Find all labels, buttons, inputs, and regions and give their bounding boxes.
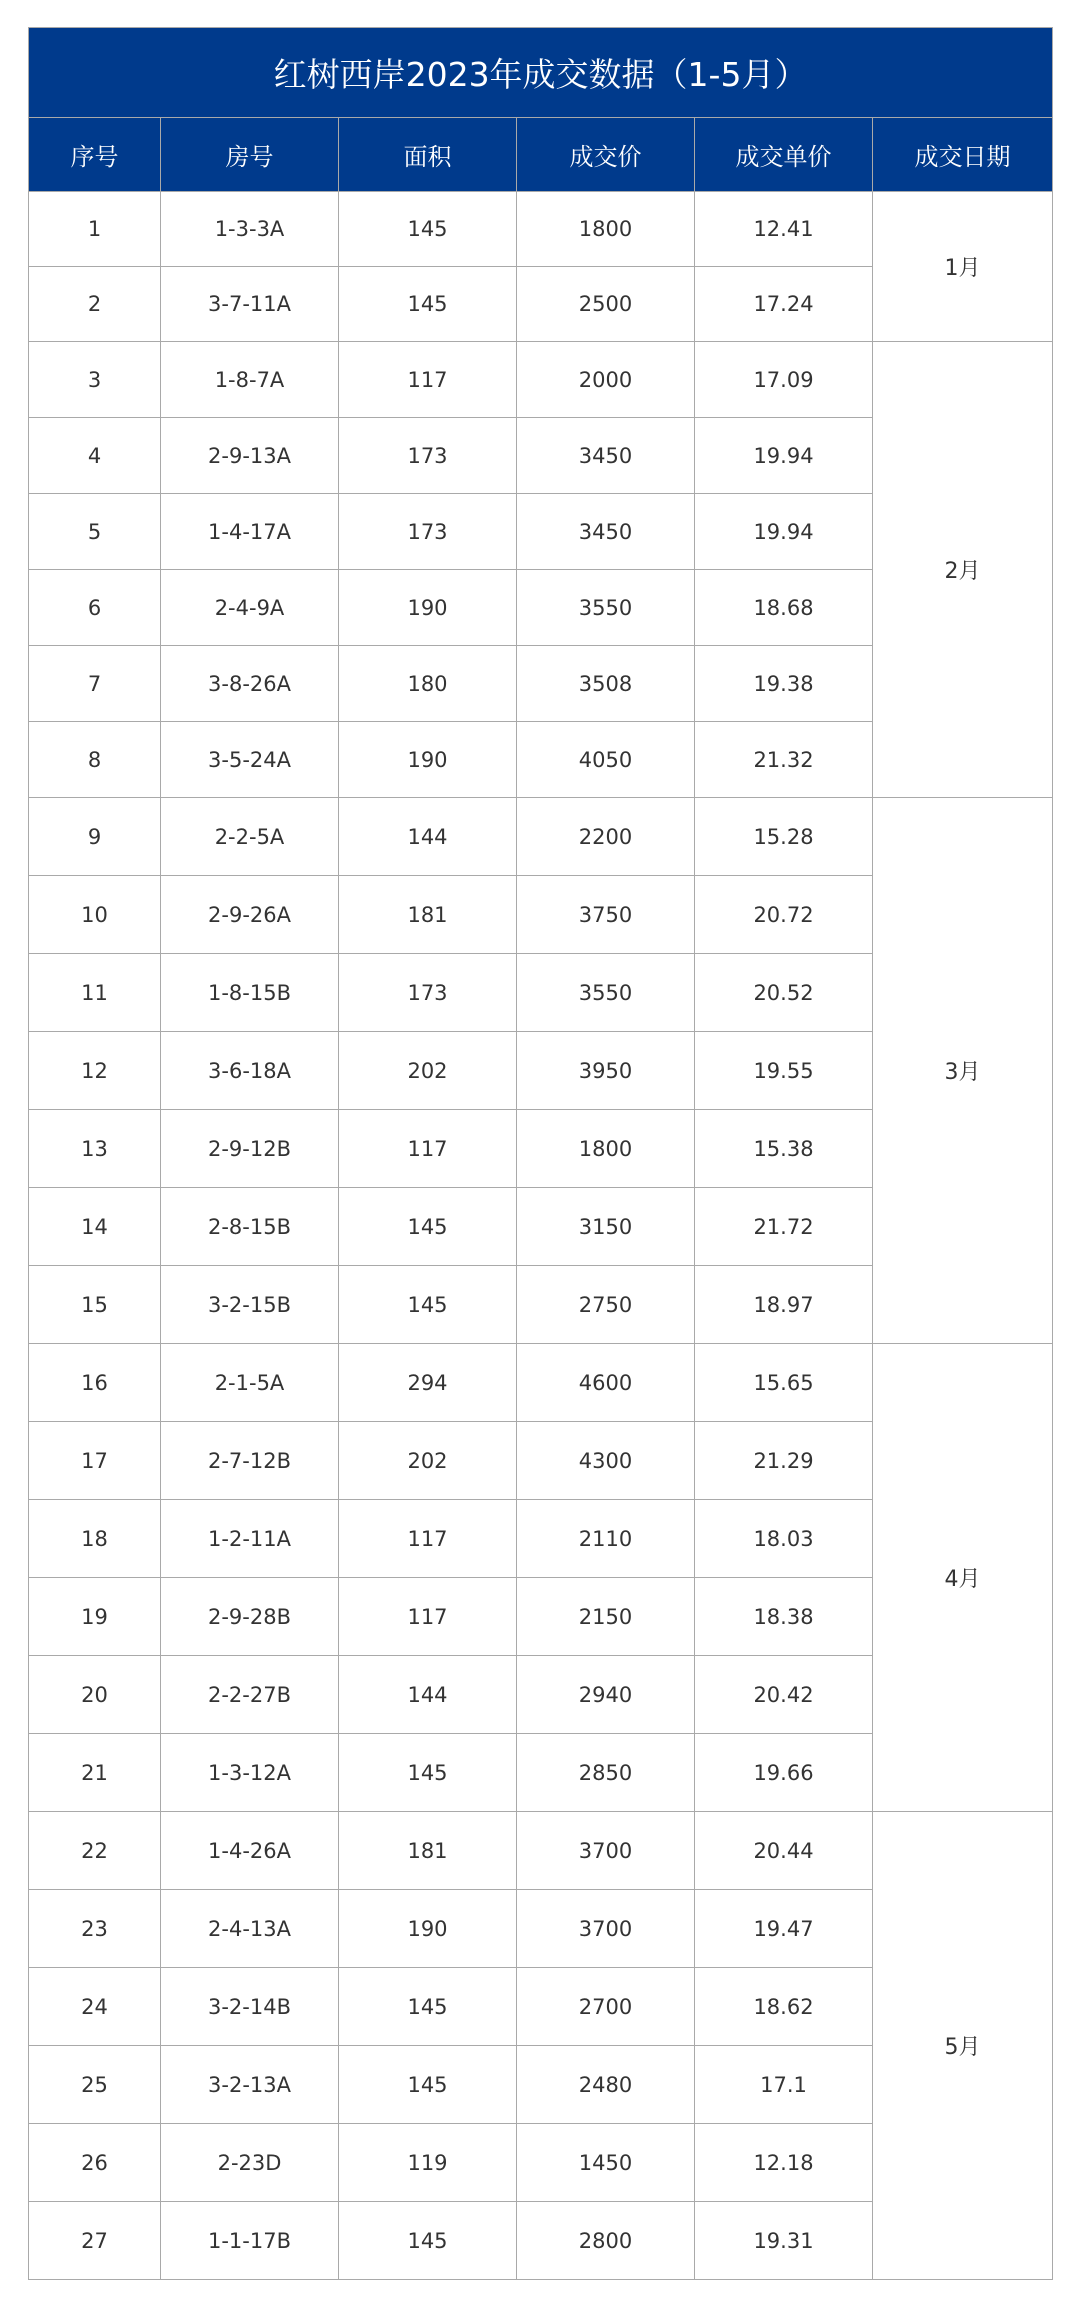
- cell-price: 2940: [517, 1656, 695, 1734]
- cell-index: 25: [29, 2046, 161, 2124]
- cell-area: 119: [339, 2124, 517, 2202]
- cell-unit-price: 18.38: [695, 1578, 873, 1656]
- header-area: 面积: [339, 118, 517, 192]
- cell-price: 4300: [517, 1422, 695, 1500]
- cell-price: 1450: [517, 2124, 695, 2202]
- cell-area: 202: [339, 1422, 517, 1500]
- header-unit-price: 成交单价: [695, 118, 873, 192]
- cell-room: 2-1-5A: [161, 1344, 339, 1422]
- cell-price: 2150: [517, 1578, 695, 1656]
- cell-room: 3-2-15B: [161, 1266, 339, 1344]
- cell-room: 1-4-26A: [161, 1812, 339, 1890]
- cell-area: 173: [339, 418, 517, 494]
- cell-room: 2-4-13A: [161, 1890, 339, 1968]
- cell-price: 2800: [517, 2202, 695, 2280]
- cell-unit-price: 17.24: [695, 267, 873, 342]
- cell-room: 2-9-28B: [161, 1578, 339, 1656]
- cell-area: 144: [339, 798, 517, 876]
- table-row: [29, 192, 1053, 267]
- cell-price: 3700: [517, 1812, 695, 1890]
- cell-unit-price: 19.94: [695, 418, 873, 494]
- cell-unit-price: 17.09: [695, 342, 873, 418]
- table-row: [29, 1344, 1053, 1422]
- cell-index: 19: [29, 1578, 161, 1656]
- cell-unit-price: 19.31: [695, 2202, 873, 2280]
- cell-price: 2500: [517, 267, 695, 342]
- cell-index: 4: [29, 418, 161, 494]
- cell-area: 190: [339, 1890, 517, 1968]
- table-row: [29, 1812, 1053, 1890]
- cell-price: 3700: [517, 1890, 695, 1968]
- cell-index: 23: [29, 1890, 161, 1968]
- cell-area: 145: [339, 267, 517, 342]
- cell-unit-price: 20.44: [695, 1812, 873, 1890]
- cell-unit-price: 21.32: [695, 722, 873, 798]
- cell-index: 7: [29, 646, 161, 722]
- header-index: 序号: [29, 118, 161, 192]
- transaction-table-container: [28, 27, 1052, 2280]
- cell-index: 24: [29, 1968, 161, 2046]
- transaction-table: [28, 27, 1053, 2280]
- cell-index: 13: [29, 1110, 161, 1188]
- cell-room: 1-3-12A: [161, 1734, 339, 1812]
- cell-index: 22: [29, 1812, 161, 1890]
- cell-price: 3550: [517, 954, 695, 1032]
- title-row: [29, 28, 1053, 118]
- cell-index: 14: [29, 1188, 161, 1266]
- cell-month: 1月: [873, 192, 1053, 342]
- cell-price: 2000: [517, 342, 695, 418]
- cell-room: 2-9-13A: [161, 418, 339, 494]
- cell-price: 3450: [517, 494, 695, 570]
- cell-unit-price: 21.29: [695, 1422, 873, 1500]
- cell-area: 180: [339, 646, 517, 722]
- cell-room: 2-2-5A: [161, 798, 339, 876]
- cell-unit-price: 20.42: [695, 1656, 873, 1734]
- cell-area: 181: [339, 1812, 517, 1890]
- cell-price: 3150: [517, 1188, 695, 1266]
- cell-unit-price: 15.38: [695, 1110, 873, 1188]
- cell-month: 2月: [873, 342, 1053, 798]
- cell-unit-price: 19.66: [695, 1734, 873, 1812]
- cell-unit-price: 17.1: [695, 2046, 873, 2124]
- cell-area: 190: [339, 722, 517, 798]
- cell-index: 6: [29, 570, 161, 646]
- cell-room: 2-23D: [161, 2124, 339, 2202]
- cell-room: 2-9-12B: [161, 1110, 339, 1188]
- cell-area: 181: [339, 876, 517, 954]
- cell-index: 10: [29, 876, 161, 954]
- cell-room: 1-4-17A: [161, 494, 339, 570]
- cell-room: 2-9-26A: [161, 876, 339, 954]
- cell-index: 8: [29, 722, 161, 798]
- cell-price: 2850: [517, 1734, 695, 1812]
- cell-price: 3508: [517, 646, 695, 722]
- cell-area: 144: [339, 1656, 517, 1734]
- cell-index: 1: [29, 192, 161, 267]
- table-row: [29, 342, 1053, 418]
- cell-month: 5月: [873, 1812, 1053, 2280]
- cell-index: 21: [29, 1734, 161, 1812]
- cell-room: 3-2-14B: [161, 1968, 339, 2046]
- cell-month: 4月: [873, 1344, 1053, 1812]
- cell-room: 1-8-15B: [161, 954, 339, 1032]
- cell-index: 15: [29, 1266, 161, 1344]
- cell-unit-price: 18.62: [695, 1968, 873, 2046]
- cell-area: 294: [339, 1344, 517, 1422]
- header-date: 成交日期: [873, 118, 1053, 192]
- cell-unit-price: 18.03: [695, 1500, 873, 1578]
- header-room: 房号: [161, 118, 339, 192]
- cell-index: 5: [29, 494, 161, 570]
- cell-unit-price: 19.55: [695, 1032, 873, 1110]
- header-row: [29, 118, 1053, 192]
- cell-room: 3-2-13A: [161, 2046, 339, 2124]
- cell-room: 3-5-24A: [161, 722, 339, 798]
- cell-price: 2750: [517, 1266, 695, 1344]
- cell-area: 145: [339, 2046, 517, 2124]
- cell-price: 3750: [517, 876, 695, 954]
- cell-price: 2480: [517, 2046, 695, 2124]
- table-title: 红树西岸2023年成交数据（1-5月）: [29, 28, 1053, 118]
- cell-room: 3-7-11A: [161, 267, 339, 342]
- cell-area: 117: [339, 1500, 517, 1578]
- cell-unit-price: 15.65: [695, 1344, 873, 1422]
- cell-index: 12: [29, 1032, 161, 1110]
- cell-unit-price: 20.72: [695, 876, 873, 954]
- cell-unit-price: 19.47: [695, 1890, 873, 1968]
- cell-unit-price: 18.68: [695, 570, 873, 646]
- cell-index: 2: [29, 267, 161, 342]
- cell-index: 3: [29, 342, 161, 418]
- cell-index: 18: [29, 1500, 161, 1578]
- cell-room: 1-1-17B: [161, 2202, 339, 2280]
- cell-unit-price: 19.38: [695, 646, 873, 722]
- cell-price: 2200: [517, 798, 695, 876]
- cell-area: 145: [339, 1266, 517, 1344]
- cell-unit-price: 21.72: [695, 1188, 873, 1266]
- cell-room: 2-8-15B: [161, 1188, 339, 1266]
- cell-index: 20: [29, 1656, 161, 1734]
- cell-month: 3月: [873, 798, 1053, 1344]
- cell-area: 202: [339, 1032, 517, 1110]
- cell-room: 1-2-11A: [161, 1500, 339, 1578]
- cell-area: 117: [339, 1578, 517, 1656]
- cell-room: 1-8-7A: [161, 342, 339, 418]
- cell-area: 145: [339, 192, 517, 267]
- cell-area: 117: [339, 1110, 517, 1188]
- cell-price: 1800: [517, 1110, 695, 1188]
- table-row: [29, 798, 1053, 876]
- cell-area: 145: [339, 1968, 517, 2046]
- table-body: [29, 192, 1053, 2280]
- cell-room: 1-3-3A: [161, 192, 339, 267]
- cell-unit-price: 20.52: [695, 954, 873, 1032]
- cell-area: 117: [339, 342, 517, 418]
- cell-price: 3550: [517, 570, 695, 646]
- cell-unit-price: 18.97: [695, 1266, 873, 1344]
- cell-unit-price: 19.94: [695, 494, 873, 570]
- cell-price: 3450: [517, 418, 695, 494]
- cell-index: 11: [29, 954, 161, 1032]
- cell-price: 2110: [517, 1500, 695, 1578]
- cell-index: 16: [29, 1344, 161, 1422]
- cell-price: 1800: [517, 192, 695, 267]
- cell-unit-price: 12.18: [695, 2124, 873, 2202]
- cell-room: 2-7-12B: [161, 1422, 339, 1500]
- cell-price: 2700: [517, 1968, 695, 2046]
- cell-unit-price: 15.28: [695, 798, 873, 876]
- cell-index: 26: [29, 2124, 161, 2202]
- cell-index: 17: [29, 1422, 161, 1500]
- cell-room: 3-8-26A: [161, 646, 339, 722]
- cell-room: 2-2-27B: [161, 1656, 339, 1734]
- cell-area: 145: [339, 2202, 517, 2280]
- cell-price: 3950: [517, 1032, 695, 1110]
- cell-area: 190: [339, 570, 517, 646]
- header-price: 成交价: [517, 118, 695, 192]
- cell-room: 2-4-9A: [161, 570, 339, 646]
- cell-price: 4600: [517, 1344, 695, 1422]
- cell-area: 145: [339, 1188, 517, 1266]
- cell-area: 173: [339, 494, 517, 570]
- cell-unit-price: 12.41: [695, 192, 873, 267]
- cell-area: 173: [339, 954, 517, 1032]
- cell-price: 4050: [517, 722, 695, 798]
- cell-area: 145: [339, 1734, 517, 1812]
- cell-room: 3-6-18A: [161, 1032, 339, 1110]
- cell-index: 9: [29, 798, 161, 876]
- cell-index: 27: [29, 2202, 161, 2280]
